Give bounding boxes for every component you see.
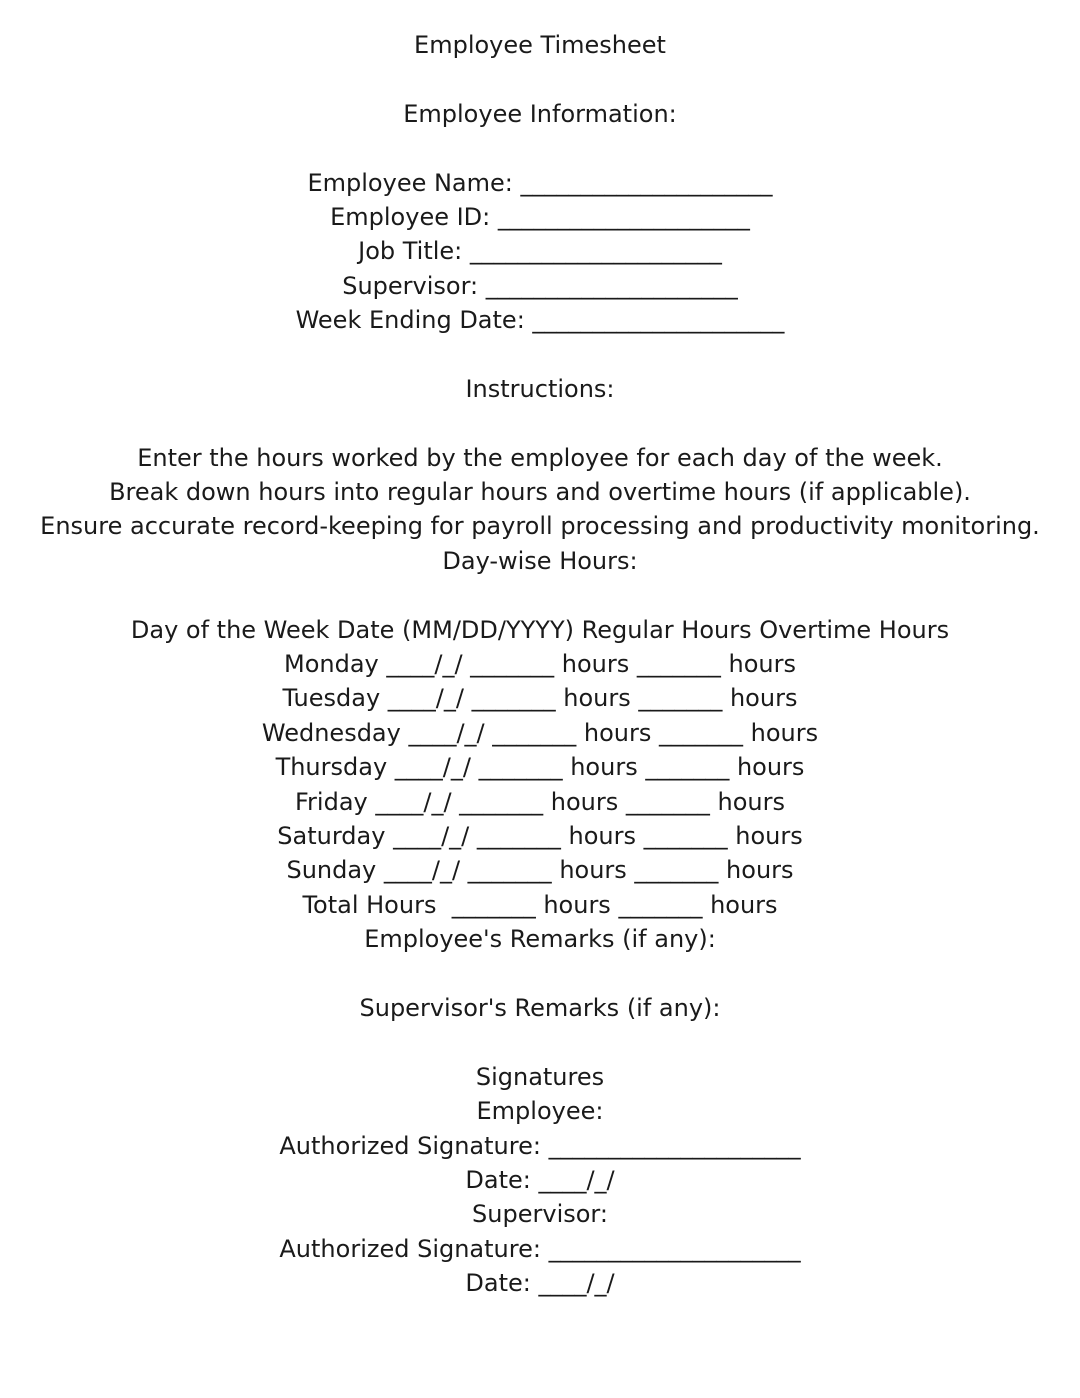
employee-name-field[interactable]: Employee Name: _____________________ [307, 168, 773, 197]
supervisor-signature-field[interactable]: Authorized Signature: _____________________ [279, 1234, 801, 1263]
instruction-item: Ensure accurate record-keeping for payroll processing and productivity monitoring. [40, 512, 1040, 541]
week-ending-date-field[interactable]: Week Ending Date: _____________________ [295, 306, 785, 335]
employee-signature-label: Employee: [476, 1097, 604, 1126]
supervisor-remarks-label: Supervisor's Remarks (if any): [359, 993, 721, 1022]
supervisor-field[interactable]: Supervisor: _____________________ [342, 271, 738, 300]
employee-info-heading: Employee Information: [403, 99, 677, 128]
employee-signature-field[interactable]: Authorized Signature: _____________________ [279, 1131, 801, 1160]
supervisor-date-field[interactable]: Date: ____/_/ [465, 1269, 615, 1298]
daywise-header-row: Day of the Week Date (MM/DD/YYYY) Regular Hours Overtime Hours [130, 615, 950, 644]
page-title: Employee Timesheet [414, 31, 666, 59]
day-row-wednesday[interactable]: Wednesday ____/_/ _______ hours _______ hours [261, 718, 819, 747]
day-row-sunday[interactable]: Sunday ____/_/ _______ hours _______ hours [286, 856, 794, 885]
instruction-item: Break down hours into regular hours and overtime hours (if applicable). [109, 478, 971, 507]
signatures-heading: Signatures [475, 1062, 605, 1091]
job-title-field[interactable]: Job Title: _____________________ [358, 237, 722, 266]
instruction-item: Enter the hours worked by the employee for each day of the week. [137, 443, 943, 472]
employee-date-field[interactable]: Date: ____/_/ [465, 1165, 615, 1194]
day-row-tuesday[interactable]: Tuesday ____/_/ _______ hours _______ hours [282, 684, 798, 713]
day-row-friday[interactable]: Friday ____/_/ _______ hours _______ hours [294, 787, 785, 816]
employee-id-field[interactable]: Employee ID: _____________________ [330, 202, 750, 231]
supervisor-signature-label: Supervisor: [472, 1200, 608, 1229]
employee-remarks-label: Employee's Remarks (if any): [364, 925, 716, 954]
total-hours-row[interactable]: Total Hours _______ hours _______ hours [302, 890, 778, 919]
day-row-saturday[interactable]: Saturday ____/_/ _______ hours _______ hours [277, 821, 803, 850]
instructions-heading: Instructions: [465, 374, 615, 403]
day-row-monday[interactable]: Monday ____/_/ _______ hours _______ hours [283, 650, 796, 679]
day-row-thursday[interactable]: Thursday ____/_/ _______ hours _______ hours [275, 753, 805, 782]
daywise-heading: Day-wise Hours: [442, 546, 638, 575]
